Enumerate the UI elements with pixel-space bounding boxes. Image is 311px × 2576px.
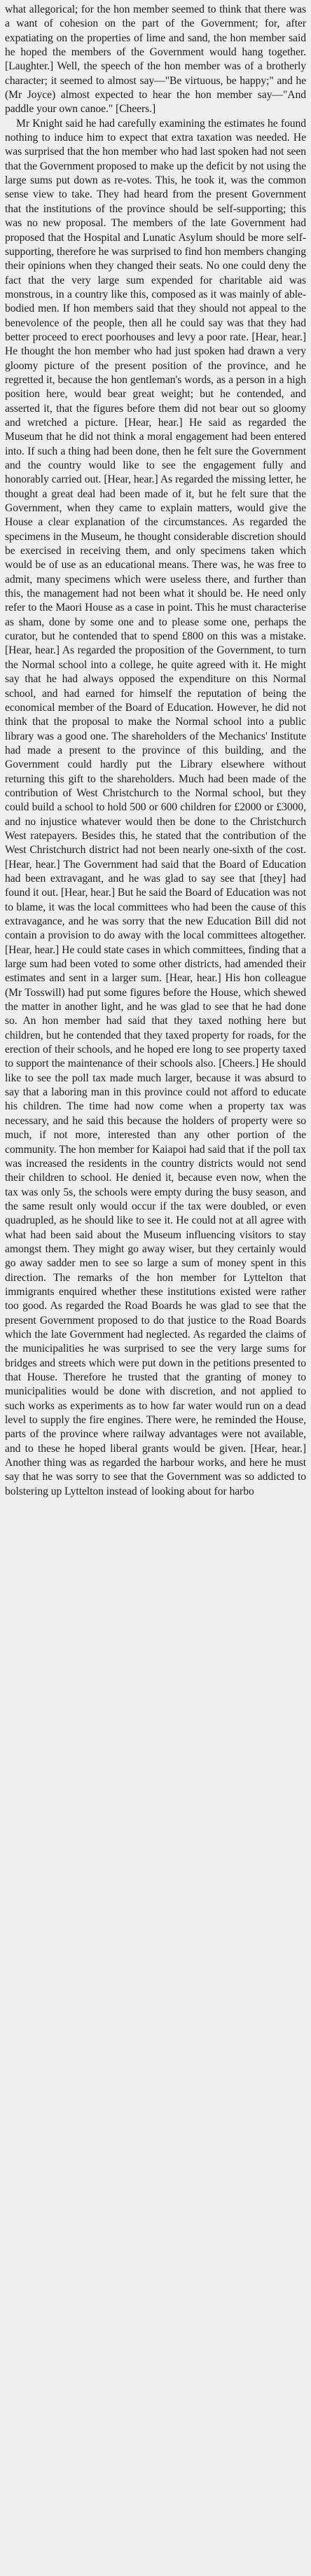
article-paragraph: Mr Knight said he had carefully examining the estimates he found nothing to induce him to expect that extra taxation was needed. He was surprised that the hon member who had last spoken had not seen that the Government proposed to make up the deficit by not using the large sums put down as re-votes. This, he took it, was the common sense view to take. They had heard from the present Government that the institutions of the province should be self-supporting; this was no new proposal. The members of the late Government had proposed that the Hospital and Lunatic Asylum should be more self-supporting, therefore he was surprised to find hon members changing their opinions when they changed their seats. No one could deny the fact that the very large sum expended for charitable aid was monstrous, in a country like this, composed as it was mainly of able-bodied men. If hon members said that they should not appeal to the benevolence of the people, then all he could say was that they had better proceed to erect poorhouses and levy a poor rate. [Hear, hear.] He thought the hon member who had just spoken had drawn a very gloomy picture of the present position of the province, and he regretted it, because the hon gentleman's words, as a person in a high position here, would bear great weight; but he contended, and asserted it, that the figures before them did not bear out so gloomy and wretched a picture. [Hear, hear.] He said as regarded the Museum that he did not think a moral engagement had been entered into. If such a thing had been done, then he felt sure the Government and the country would like to see the engagement fully and honorably carried out. [Hear, hear.] As regarded the missing letter, he thought a great deal had been made of it, but he felt sure that the Government, when they came to explain matters, would give the House a clear explanation of the circumstances. As regarded the specimens in the Museum, he thought considerable discretion should be exercised in receiving them, and only specimens taken which would be of use as an educational means. There was, he was free to admit, many specimens which were useless there, and further than this, the management had not been what it should be. He need only refer to the Maori House as a case in point. This he must characterise as sham, done by some one and to please some one, perhaps the curator, but he contended that to spend £800 on this was a mistake. [Hear, hear.] As regarded the proposition of the Government, to turn the Normal school into a college, he quite agreed with it. He might say that he had always opposed the expenditure on this Normal school, and had earned for himself the reputation of being the economical member of the Board of Education. However, he did not think that the proposal to make the Normal school into a public library was a good one. The shareholders of the Mechanics' Institute had made a present to the province of this building, and the Government could hardly put the Library elsewhere without returning this gift to the shareholders. Much had been made of the contribution of West Christchurch to the Normal school, but they could build a school to hold 500 or 600 children for £2000 or £3000, and no injustice whatever would then be done to the Christchurch West ratepayers. Besides this, he stated that the contribution of the West Christchurch district had not been nearly one-sixth of the cost. [Hear, hear.] The Government had said that the Board of Education had been extravagant, and he was glad to say see that [they] had found it out. [Hear, hear.] But he said the Board of Education was not to blame, it was the local committees who had been the cause of this extravagance, and he was sorry that the new Education Bill did not contain a provision to do away with the local committees altogether. [Hear, hear.] He could state cases in which committees, finding that a large sum had been voted to some other districts, had amended their estimates and sent in a larger sum. [Hear, hear.] His hon colleague (Mr Tosswill) had put some figures before the House, which shewed the matter in another light, and he was glad to see that he had done so. An hon member had said that they taxed nothing here but children, but he contended that they taxed property for roads, for the erection of their schools, and he hoped ere long to see property taxed to support the maintenance of their schools also. [Cheers.] He should like to see the poll tax made much larger, because it was absurd to say that a laboring man in this province could not afford to educate his children. The time had now come when a property tax was necessary, and he said this because the holders of property were so much, if not more, interested than any other portion of the community. The hon member for Kaiapoi had said that if the poll tax was increased the residents in the country districts would not send their children to school. He denied it, because even now, when the tax was only 5s, the schools were empty during the busy season, and the same result only would occur if the tax were doubled, or even quadrupled, as he should like to see it. He could not at all agree with what had been said about the Museum influencing visitors to stay amongst them. They might go away wiser, but they certainly would go away sadder men to see so large a sum of money spent in this direction. The remarks of the hon member for Lyttelton that immigrants enquired whether these institutions existed were rather too good. As regarded the Road Boards he was glad to see that the present Government proposed to do that justice to the Road Boards which the late Government had neglected. As regarded the claims of the municipalities he was surprised to see the very large sums for bridges and streets which were put down in the petitions presented to that House. Therefore he trusted that the granting of money to municipalities would be done with discretion, and not applied to such works as experiments as to how far water would run on a dead level to supply the fire engines. There were, he reminded the House, parts of the province where railway advantages were not available, and to these he hoped liberal grants would be given. [Hear, hear.] Another thing was as regarded the harbour works, and here he must say that he was sorry to see that the Government was so addicted to bolstering up Lyttelton instead of looking about for harbo [5,117,306,1497]
article-column [5,3,306,1499]
article-paragraph: what allegorical; for the hon member seemed to think that there was a want of cohesion on the part of the Government; for, after expatiating on the properties of lime and sand, the hon member said he hoped the members of the Government would hang together. [Laughter.] Well, the speech of the hon member was of a brotherly character; it seemed to almost say—"Be virtuous, be happy;" and he (Mr Joyce) almost expected to hear the hon member say—"And paddle your own canoe." [Cheers.] [5,4,306,116]
